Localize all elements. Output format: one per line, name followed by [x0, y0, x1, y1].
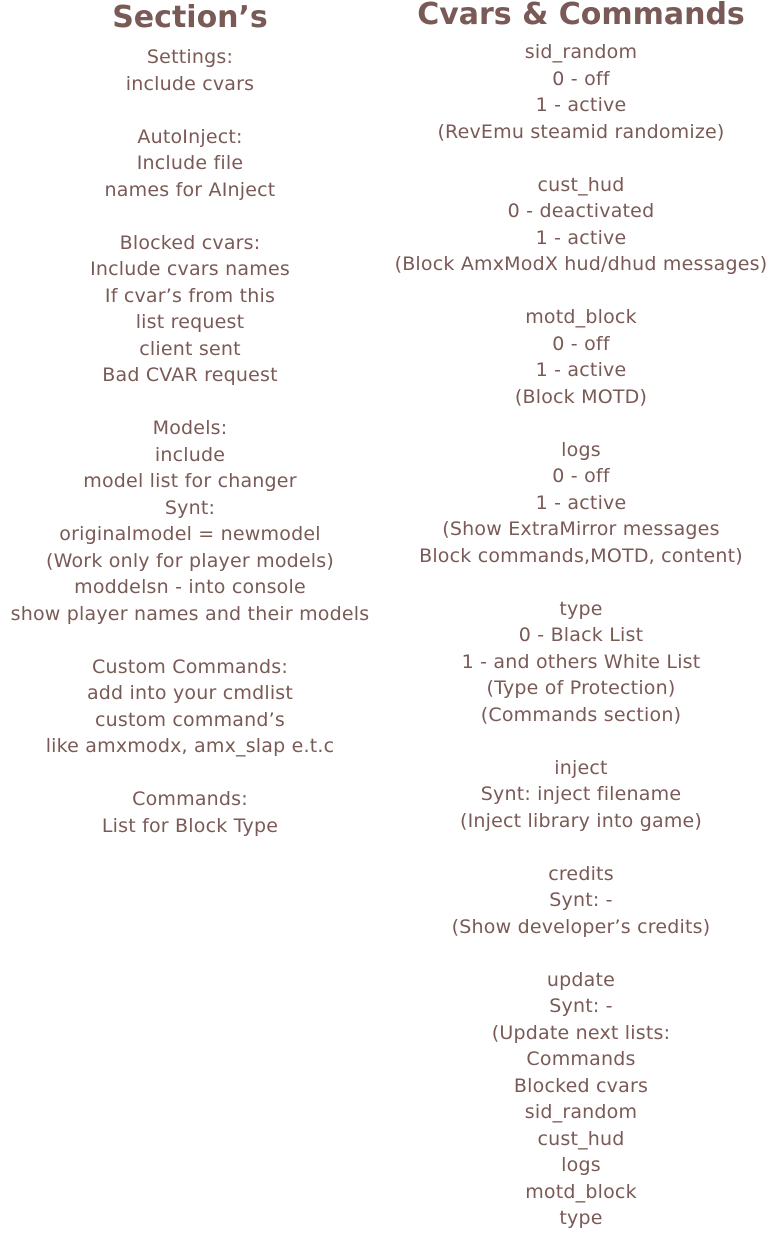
cvars-commands-list [385, 39, 777, 1232]
section-block [0, 415, 380, 627]
section-block-line: List for Block Type [101, 814, 279, 837]
section-block [0, 230, 380, 389]
section-block [0, 786, 380, 839]
section-block-line: moddelsn - into console [74, 576, 306, 598]
section-block [0, 124, 380, 204]
cvar-block-line: 1 - active [535, 491, 627, 514]
cvar-block [385, 304, 777, 410]
cvar-block-title: logs [561, 438, 601, 461]
section-block-line: Bad CVAR request [102, 364, 278, 386]
cvar-block [385, 437, 777, 570]
section-block-line: list request [135, 311, 245, 333]
section-block-line: Include cvars names [90, 258, 290, 280]
cvar-block-line: 0 - off [552, 67, 610, 90]
cvar-block-line: Synt: inject filename [480, 783, 682, 805]
section-block-line: If cvar’s from this [104, 284, 276, 307]
section-block-line: (Work only for player models) [46, 549, 334, 572]
cvar-block [385, 172, 777, 278]
section-block [0, 44, 380, 97]
cvar-block-title: update [546, 968, 616, 991]
cvar-block-line: sid_random [524, 1101, 638, 1123]
cvars-commands-heading: Cvars & Commands [417, 0, 745, 32]
section-block-line: Synt: [164, 496, 216, 519]
section-block-line: client sent [139, 337, 241, 360]
section-block-line: like amxmodx, amx_slap e.t.c [45, 735, 335, 757]
section-block-line: custom command’s [95, 708, 285, 731]
cvar-block-line: 1 - active [535, 94, 627, 116]
cvar-block-line: 0 - deactivated [507, 200, 655, 222]
cvar-block-line: Synt: - [549, 995, 613, 1017]
cvar-block-line: cust_hud [537, 1127, 625, 1150]
section-block-line: originalmodel = newmodel [59, 523, 321, 545]
cvar-block-title: inject [554, 756, 608, 779]
cvar-block-line: Blocked cvars [513, 1074, 649, 1097]
section-block-title: Blocked cvars: [119, 231, 261, 254]
cvar-block [385, 755, 777, 835]
cvar-block [385, 861, 777, 941]
cvar-block-line: (Block MOTD) [514, 385, 648, 408]
cvar-block-line: 0 - off [552, 465, 610, 487]
sections-column [0, 0, 380, 866]
cvar-block-line: 0 - off [552, 332, 610, 355]
cvar-block-line: (RevEmu steamid randomize) [437, 120, 725, 143]
cvar-block-title: sid_random [524, 41, 638, 63]
cvar-block-line: (Type of Protection) [486, 677, 676, 699]
sections-list [0, 44, 380, 839]
cvar-block-line: 0 - Black List [518, 624, 644, 646]
section-block-line: Include file [136, 152, 244, 174]
cvar-block-line: 1 - and others White List [461, 650, 701, 673]
cvar-block-line: Commands [526, 1048, 636, 1070]
cvar-block-line: (Block AmxModX hud/dhud messages) [394, 253, 768, 275]
cvar-block-line: 1 - active [535, 359, 627, 381]
cvars-commands-column [385, 0, 777, 1258]
section-block [0, 654, 380, 760]
cvar-block-title: cust_hud [537, 173, 625, 196]
cvar-block [385, 596, 777, 729]
cvar-block [385, 967, 777, 1232]
section-block-title: Commands: [132, 788, 248, 810]
cvar-block-title: credits [548, 862, 614, 885]
section-block-title: Custom Commands: [92, 655, 288, 678]
section-block-line: include [154, 443, 226, 466]
section-block-line: include cvars [125, 72, 255, 95]
cvar-block-line: (Commands section) [480, 703, 682, 726]
cvar-block-title: type [559, 597, 603, 620]
section-block-line: names for AInject [104, 178, 276, 201]
cvar-block-line: Block commands,MOTD, content) [419, 544, 743, 567]
cvar-block-line: type [559, 1207, 603, 1229]
cvar-block-line: (Inject library into game) [459, 809, 703, 832]
cvar-block-title: motd_block [525, 306, 637, 328]
section-block-line: add into your cmdlist [86, 682, 294, 704]
cvar-block-line: 1 - active [535, 226, 627, 249]
cvar-block [385, 39, 777, 145]
sections-heading: Section’s [112, 0, 268, 35]
cvar-block-line: logs [561, 1154, 601, 1176]
cvar-block-line: Synt: - [549, 889, 613, 911]
cvar-block-line: motd_block [525, 1180, 637, 1203]
section-block-title: Models: [152, 417, 228, 439]
cvar-block-line: (Show developer’s credits) [451, 915, 711, 938]
section-block-line: model list for changer [83, 470, 297, 492]
cvar-block-line: (Show ExtraMirror messages [442, 518, 720, 540]
section-block-title: AutoInject: [137, 125, 243, 148]
cvar-block-line: (Update next lists: [491, 1021, 671, 1044]
section-block-title: Settings: [146, 46, 234, 68]
section-block-line: show player names and their models [10, 602, 370, 625]
